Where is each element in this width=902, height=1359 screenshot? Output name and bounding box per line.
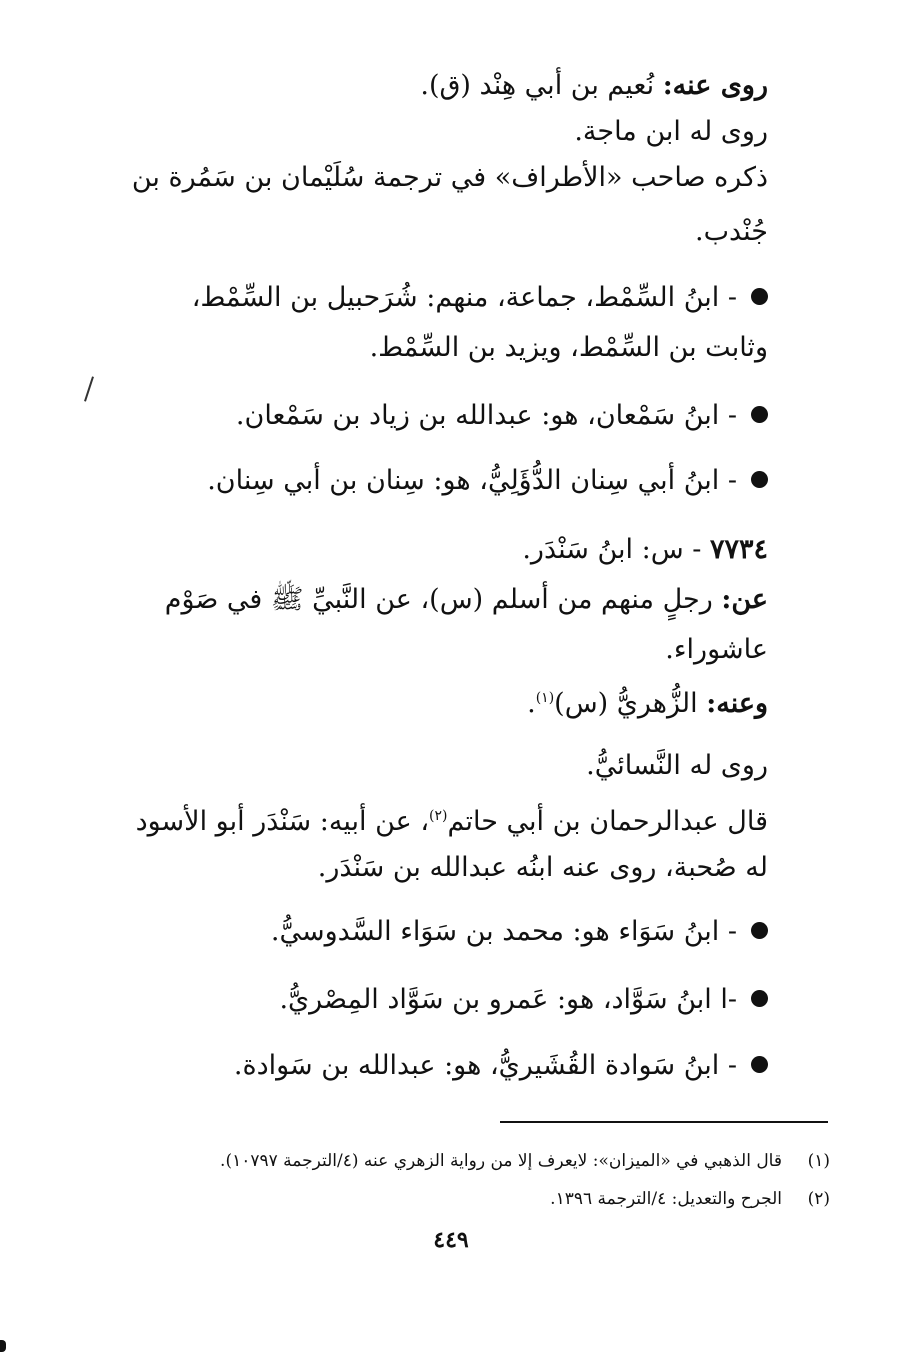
text-line: ذكره صاحب «الأطراف» في ترجمة سُلَيْمان بن سَمُرة بن <box>131 162 768 193</box>
footnote-number: (٢) <box>807 1189 830 1209</box>
text-line: قال عبدالرحمان بن أبي حاتم$^{(٢)}$، عن أبيه: سَنْدَر أبو الأسود <box>135 806 768 837</box>
text-line: وثابت بن السِّمْط، ويزيد بن السِّمْط. <box>369 332 768 363</box>
footnote-number: (١) <box>807 1151 830 1171</box>
bullet-entry: - ابنُ سَمْعان، هو: عبدالله بن زياد بن سَمْعان. <box>236 396 768 436</box>
footnote-ref: (٢) <box>429 808 448 824</box>
stray-pen-mark <box>84 376 94 401</box>
footnote-separator <box>500 1121 828 1123</box>
footnote-ref: (١) <box>535 690 555 706</box>
bullet-icon <box>751 406 768 423</box>
bullet-entry: -ا ابنُ سَوَّاد، هو: عَمرو بن سَوَّاد المِصْريُّ. <box>279 980 768 1020</box>
bullet-entry: - ابنُ سَوادة القُشَيريُّ، هو: عبدالله بن سَوادة. <box>234 1046 768 1086</box>
footnote-text: الجرح والتعديل: ٤/الترجمة ١٣٩٦. <box>550 1189 782 1209</box>
footnote-1 <box>220 1148 830 1174</box>
text-line: روى عنه: نُعيم بن أبي هِنْد (ق). <box>420 70 768 101</box>
text-line: عن: رجلٍ منهم من أسلم (س)، عن النَّبيِّ ﷺ في صَوْم <box>164 584 768 615</box>
bullet-icon <box>751 288 768 305</box>
text-line: له صُحبة، روى عنه ابنُه عبدالله بن سَنْدَر. <box>317 852 768 883</box>
bullet-entry: - ابنُ أبي سِنان الدُّؤَلِيُّ، هو: سِنان بن أبي سِنان. <box>207 461 768 501</box>
bullet-icon <box>751 1056 768 1073</box>
scan-corner-mark <box>0 1340 6 1352</box>
page-number: ٤٤٩ <box>433 1227 469 1253</box>
entry-heading: ٧٧٣٤ - س: ابنُ سَنْدَر. <box>522 534 768 565</box>
narrator-label: روى عنه: <box>662 70 768 101</box>
footnote-2 <box>550 1186 830 1212</box>
narrator-label: وعنه: <box>706 688 768 719</box>
text-line: عاشوراء. <box>665 634 768 665</box>
entry-number: ٧٧٣٤ <box>709 534 768 565</box>
text-line: روى له النَّسائيُّ. <box>586 750 768 781</box>
text-line: جُنْدب. <box>694 216 768 247</box>
narrator-label: عن: <box>721 584 768 615</box>
bullet-icon <box>751 990 768 1007</box>
text-line: روى له ابن ماجة. <box>574 116 768 147</box>
bullet-icon <box>751 922 768 939</box>
text-line: وعنه: الزُّهريُّ (س)$^{(١)}$. <box>527 688 768 719</box>
bullet-entry: - ابنُ سَوَاء هو: محمد بن سَوَاء السَّدوسيُّ. <box>271 912 768 952</box>
bullet-entry: - ابنُ السِّمْط، جماعة، منهم: شُرَحبيل بن السِّمْط، <box>192 278 768 318</box>
footnote-text: قال الذهبي في «الميزان»: لايعرف إلا من رواية الزهري عنه (٤/الترجمة ١٠٧٩٧). <box>220 1151 782 1171</box>
bullet-icon <box>751 471 768 488</box>
